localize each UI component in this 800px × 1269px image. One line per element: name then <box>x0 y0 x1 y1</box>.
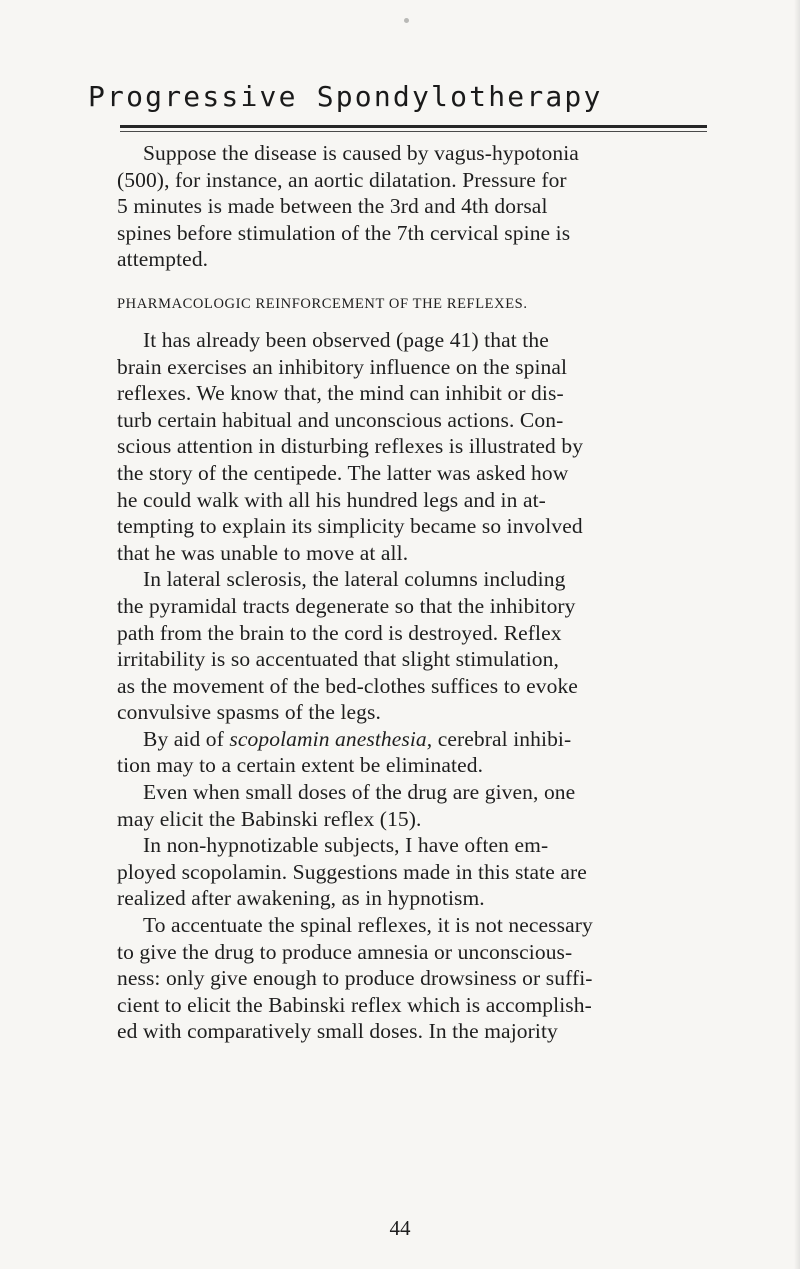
text-line: to give the drug to produce amnesia or unconscious- <box>117 939 573 964</box>
running-head: Progressive Spondylotherapy <box>88 80 603 113</box>
section-heading: PHARMACOLOGIC REINFORCEMENT OF THE REFLEXES. <box>117 295 528 312</box>
paragraph-lateral-sclerosis <box>117 566 712 726</box>
text-line: the pyramidal tracts degenerate so that the inhibitory <box>117 593 576 618</box>
text-line: reflexes. We know that, the mind can inhibit or dis- <box>117 381 564 406</box>
text-line: In lateral sclerosis, the lateral columns including <box>143 567 566 592</box>
text-line: ness: only give enough to produce drowsiness or suffi- <box>117 966 593 991</box>
text-line: (500), for instance, an aortic dilatation. Pressure for <box>117 167 567 192</box>
text-line: It has already been observed (page 41) that the <box>143 327 549 352</box>
text-line <box>117 726 712 753</box>
text-line: may elicit the Babinski reflex (15). <box>117 806 422 831</box>
text-line: convulsive spasms of the legs. <box>117 700 381 725</box>
text-line: 5 minutes is made between the 3rd and 4th dorsal <box>117 194 548 219</box>
text-line: In non-hypnotizable subjects, I have often em- <box>143 833 549 858</box>
text-line: irritability is so accentuated that slight stimulation, <box>117 647 559 672</box>
text-fragment: cerebral inhibi- <box>432 726 572 751</box>
text-fragment: By aid of <box>143 726 230 751</box>
text-line: scious attention in disturbing reflexes is illustrated by <box>117 434 584 459</box>
body-text <box>117 140 712 1045</box>
paper-speck <box>404 18 409 23</box>
text-line: Even when small doses of the drug are given, one <box>143 780 576 805</box>
paragraph-vagus-hypotonia <box>117 140 712 273</box>
header-rule-thin <box>120 131 707 132</box>
page-edge-shadow <box>794 0 800 1269</box>
text-line: cient to elicit the Babinski reflex which is accomplish- <box>117 992 592 1017</box>
paragraph-scopolamin-anesthesia <box>117 726 712 779</box>
text-line: as the movement of the bed-clothes suffices to evoke <box>117 673 578 698</box>
text-line: spines before stimulation of the 7th cervical spine is <box>117 220 571 245</box>
text-line: ed with comparatively small doses. In the majority <box>117 1019 558 1044</box>
text-line: path from the brain to the cord is destroyed. Reflex <box>117 620 562 645</box>
italic-term: scopolamin anesthesia, <box>229 726 433 751</box>
text-line: attempted. <box>117 247 209 272</box>
header-rule-thick <box>120 125 707 128</box>
text-line: that he was unable to move at all. <box>117 540 409 565</box>
text-line: turb certain habitual and unconscious actions. Con- <box>117 407 564 432</box>
text-line: tempting to explain its simplicity became so involved <box>117 514 583 539</box>
text-line: brain exercises an inhibitory influence on the spinal <box>117 354 568 379</box>
text-line: ployed scopolamin. Suggestions made in this state are <box>117 859 587 884</box>
paragraph-hypnotizable <box>117 832 712 912</box>
paragraph-accentuate <box>117 912 712 1045</box>
page-number: 44 <box>389 1216 411 1240</box>
text-line: Suppose the disease is caused by vagus-hypotonia <box>143 141 579 165</box>
text-line: he could walk with all his hundred legs and in at- <box>117 487 546 512</box>
text-line: the story of the centipede. The latter was asked how <box>117 460 569 485</box>
text-line: To accentuate the spinal reflexes, it is not necessary <box>143 913 593 938</box>
paragraph-inhibition <box>117 327 712 566</box>
text-line: realized after awakening, as in hypnotism. <box>117 886 485 911</box>
text-line: tion may to a certain extent be eliminated. <box>117 753 484 778</box>
paragraph-small-doses <box>117 779 712 832</box>
